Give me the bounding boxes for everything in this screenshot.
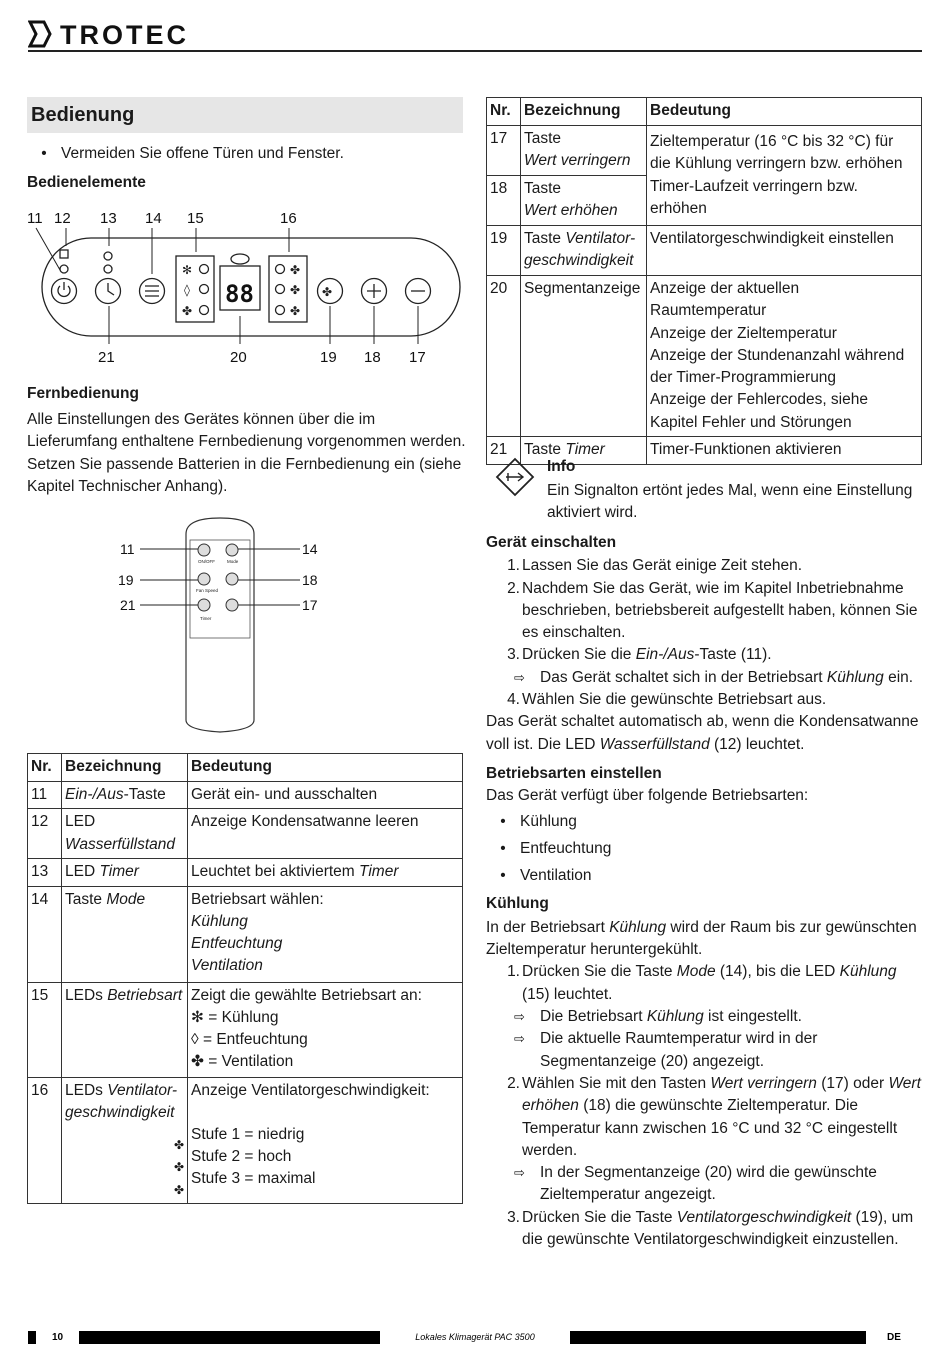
svg-text:✤: ✤ <box>182 304 193 318</box>
fan-icon: ✤ <box>191 1053 204 1071</box>
svg-text:✤: ✤ <box>290 283 301 297</box>
table-row: 11 Ein-/Aus-Taste Gerät ein- und ausschalten <box>28 782 463 809</box>
footer-language: DE <box>866 1331 922 1344</box>
label-18: 18 <box>364 349 381 366</box>
list-item: • Entfeuchtung <box>500 839 612 857</box>
right-column-text: Gerät einschalten 1. Lassen Sie das Gerät einige Zeit stehen. 2. Nachdem Sie das Gerät, wie im Kapitel Inbetriebnahme beschrieben, betriebsbereit aufgestellt haben, können Sie es einschalten. 3. Drücken Sie die Ein-/Aus-Taste (11). ⇨ Das Gerät schaltet sich in der Betriebsart Kühlung ein. 4. Wählen Sie die gewünschte Betriebsart aus. Das Gerät schaltet automatisch ab, wenn die Kondensatwanne voll ist. Die LED Wasserfüllstand (12) leuchtet. Betriebsarten einstellen Das Gerät verfügt über folgende Betriebsarten: • Kühlung • Entfeuchtung • Ventilation Kühlung In der Betriebsart Kühlung wird der Raum bis zur gewünschten Zieltemperatur heruntergekühlt. 1. Drücken Sie die Taste Mode (14), bis die LED Kühlung (15) leuchtet. ⇨ Die Betriebsart Kühlung ist eingestellt. ⇨ Die aktuelle Raumtemperatur wird in der Segmentanzeige (20) angezeigt. 2. Wählen Sie mit den Tasten Wert verringern (17) oder Wert erhöhen (18) die gewünschte Zieltemperatur. Die Temperatur kann zwischen 16 °C und 32 °C eingestellt werden. ⇨ In der Segmentanzeige (20) wird die gewünschte Zieltemperatur angezeigt. 3. Drücken Sie die Taste Ventilatorgeschwindigkeit (19), um die gewünschte Ventilatorgeschwindigkeit einzustellen. <box>486 532 922 1251</box>
footer-title: Lokales Klimagerät PAC 3500 <box>380 1331 570 1344</box>
result-item: ⇨ In der Segmentanzeige (20) wird die gewünschte Zieltemperatur angezeigt. <box>514 1164 877 1204</box>
label-20: 20 <box>230 349 247 366</box>
controls-table-left <box>27 753 463 1204</box>
control-panel-diagram <box>24 206 464 370</box>
label-12: 12 <box>54 210 71 227</box>
einschalten-note: Das Gerät schaltet automatisch ab, wenn die Kondensatwanne voll ist. Die LED Wasserfüllstand (12) leuchtet. <box>486 713 919 753</box>
svg-text:◊: ◊ <box>184 283 190 297</box>
bedienelemente-heading: Bedienelemente <box>27 174 146 191</box>
fan-speed-2-icon: ✤ <box>173 1160 184 1175</box>
table-row: 19 Taste Ventilator- geschwindigkeit Ventilatorgeschwindigkeit einstellen <box>487 226 922 276</box>
segment-display: 88 <box>225 280 254 308</box>
table-row: 20 Segmentanzeige Anzeige der aktuellen Raumtemperatur Anzeige der Zieltemperatur Anzeige der Stundenanzahl während der Timer-Programmierung Anzeige der Fehlercodes, siehe Kapitel Fehler und Störungen <box>487 276 922 437</box>
table-row: 16 LEDs Ventilator- geschwindigkeit ✤ ✤ ✤ Anzeige Ventilatorgeschwindigkeit: Stufe 1 = niedrig Stufe 2 = hoch Stufe 3 = maximal <box>28 1077 463 1203</box>
arrow-icon: ⇨ <box>514 1009 525 1025</box>
arrow-icon: ⇨ <box>514 1031 525 1047</box>
label-11: 11 <box>27 210 43 227</box>
label-13: 13 <box>100 210 117 227</box>
result-item: ⇨ Die aktuelle Raumtemperatur wird in der Segmentanzeige (20) angezeigt. <box>514 1030 818 1070</box>
arrow-icon: ⇨ <box>514 1165 525 1181</box>
svg-text:17: 17 <box>302 597 318 613</box>
svg-text:✻: ✻ <box>182 263 193 277</box>
label-17: 17 <box>409 349 426 366</box>
list-item: 1. Lassen Sie das Gerät einige Zeit stehen. <box>507 557 803 575</box>
fan-speed-3-icon: ✤ <box>173 1182 184 1197</box>
list-item: • Kühlung <box>500 812 577 830</box>
remote-control-diagram <box>110 512 330 738</box>
table-row: 13 LED Timer Leuchtet bei aktiviertem Timer <box>28 859 463 886</box>
svg-text:✤: ✤ <box>290 263 301 277</box>
list-item: 2. Nachdem Sie das Gerät, wie im Kapitel Inbetriebnahme beschrieben, betriebsbereit aufgestellt haben, können Sie es einschalten. <box>507 579 918 642</box>
betriebsarten-heading: Betriebsarten einstellen <box>486 764 662 782</box>
arrow-icon: ⇨ <box>514 669 525 685</box>
fernbedienung-heading: Fernbedienung <box>27 385 139 402</box>
th-bezeichnung: Bezeichnung <box>62 754 188 782</box>
svg-text:21: 21 <box>120 597 136 613</box>
svg-text:18: 18 <box>302 572 318 588</box>
th-nr: Nr. <box>28 754 62 782</box>
einschalten-heading: Gerät einschalten <box>486 534 617 551</box>
svg-text:11: 11 <box>120 541 135 557</box>
svg-text:Mode: Mode <box>227 559 239 564</box>
th-bedeutung: Bedeutung <box>188 754 463 782</box>
section-title: Bedienung <box>31 104 135 126</box>
list-item: 1. Drücken Sie die Taste Mode (14), bis die LED Kühlung (15) leuchtet. <box>507 963 897 1003</box>
table-row: 18 Taste Wert erhöhen <box>487 176 922 226</box>
table-row: 12 LED Wasserfüllstand Anzeige Kondensatwanne leeren <box>28 809 463 859</box>
label-16: 16 <box>280 210 297 227</box>
svg-text:Fan Speed: Fan Speed <box>196 588 219 593</box>
info-title: Info <box>547 458 576 475</box>
fernbedienung-text: Alle Einstellungen des Gerätes können über die im Lieferumfang enthaltene Fernbedienung vorgenommen werden. Setzen Sie passende Batterien in die Fernbedienung ein (siehe Kapitel Technischer Anhang). <box>27 411 466 495</box>
list-item: 3. Drücken Sie die Ein-/Aus-Taste (11). <box>507 646 772 664</box>
svg-text:✤: ✤ <box>322 285 333 299</box>
brand-name: TROTEC <box>60 20 189 48</box>
result-item: ⇨ Das Gerät schaltet sich in der Betriebsart Kühlung ein. <box>486 667 922 689</box>
page-number: 10 <box>36 1331 79 1344</box>
dehumidify-icon: ◊ <box>191 1031 199 1049</box>
label-14: 14 <box>145 210 162 227</box>
fan-speed-1-icon: ✤ <box>173 1138 184 1153</box>
svg-text:14: 14 <box>302 541 318 557</box>
th-nr: Nr. <box>487 98 521 126</box>
th-bezeichnung: Bezeichnung <box>521 98 647 126</box>
table-row: 21 Taste Timer Timer-Funktionen aktivieren <box>487 437 922 465</box>
cooling-icon: ✻ <box>191 1008 204 1026</box>
label-15: 15 <box>187 210 204 227</box>
svg-text:ON/OFF: ON/OFF <box>198 559 215 564</box>
label-19: 19 <box>320 349 337 366</box>
kuehlung-heading: Kühlung <box>486 894 549 912</box>
list-item: 2. Wählen Sie mit den Tasten Wert verringern (17) oder Wert erhöhen (18) die gewünschte Zieltemperatur. Die Temperatur kann zwischen 16 °C und 32 °C eingestellt werden. <box>507 1074 921 1159</box>
label-21: 21 <box>98 349 115 366</box>
result-item: ⇨ Die Betriebsart Kühlung ist eingestellt. <box>486 1006 922 1028</box>
svg-text:Timer: Timer <box>200 616 212 621</box>
trotec-logo <box>28 20 228 48</box>
th-bedeutung: Bedeutung <box>647 98 922 126</box>
controls-table-right <box>486 97 922 465</box>
list-item: 4. Wählen Sie die gewünschte Betriebsart aus. <box>507 691 827 709</box>
table-row: 14 Taste Mode Betriebsart wählen: Kühlung Entfeuchtung Ventilation <box>28 886 463 982</box>
svg-text:19: 19 <box>118 572 134 588</box>
table-row: 17 Taste Wert verringern Zieltemperatur (16 °C bis 32 °C) für die Kühlung verringern bzw. erhöhen Timer-Laufzeit verringern bzw. erhöhen <box>487 126 922 176</box>
header-rule <box>28 50 922 52</box>
list-item: • Ventilation <box>500 866 592 884</box>
intro-bullet: • Vermeiden Sie offene Türen und Fenster. <box>41 145 344 162</box>
list-item: 3. Drücken Sie die Taste Ventilatorgeschwindigkeit (19), um die gewünschte Ventilatorgeschwindigkeit einzustellen. <box>507 1208 914 1249</box>
info-text: Ein Signalton ertönt jedes Mal, wenn eine Einstellung aktiviert wird. <box>547 482 913 522</box>
table-row: 15 LEDs Betriebsart Zeigt die gewählte Betriebsart an: ✻ = Kühlung ◊ = Entfeuchtung ✤ = Ventilation <box>28 982 463 1077</box>
info-hand-icon <box>494 456 536 498</box>
svg-text:✤: ✤ <box>290 304 301 318</box>
